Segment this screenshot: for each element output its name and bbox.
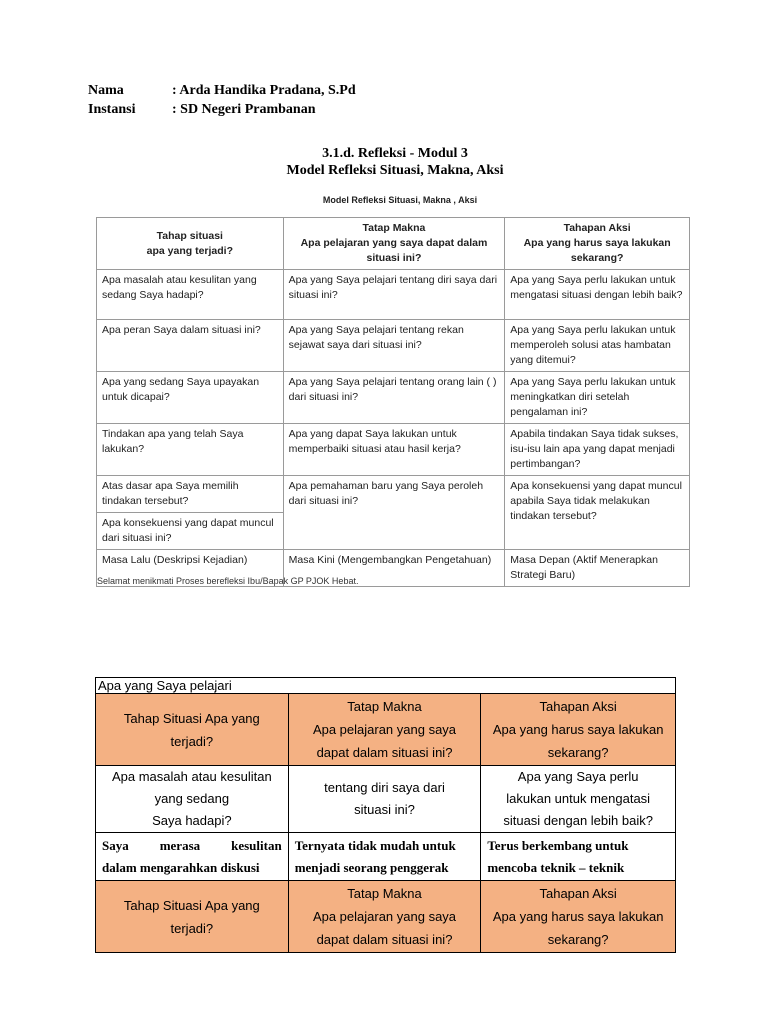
- header2-cell-makna: Tatap Makna Apa pelajaran yang saya dapat dalam situasi ini?: [288, 881, 481, 953]
- reference-header-aksi: Tahapan Aksi Apa yang harus saya lakukan sekarang?: [505, 218, 690, 270]
- table-row: [97, 476, 690, 513]
- table-cell: Apa yang sedang Saya upayakan untuk dicapai?: [97, 372, 284, 424]
- institution-label: Instansi: [88, 102, 136, 117]
- reference-header-situasi: Tahap situasi apa yang terjadi?: [97, 218, 284, 270]
- table-cell: Apa pemahaman baru yang Saya peroleh dari situasi ini?: [283, 476, 505, 550]
- reflection-answer-row: [96, 833, 676, 881]
- reflection-top-line: Apa yang Saya pelajari: [96, 678, 676, 694]
- reference-image-caption: Model Refleksi Situasi, Makna , Aksi: [322, 195, 478, 205]
- question-cell-aksi: Apa yang Saya perlu lakukan untuk mengatasi situasi dengan lebih baik?: [481, 766, 676, 833]
- table-row: [97, 372, 690, 424]
- table-cell: Apa yang Saya perlu lakukan untuk meningkatkan diri setelah pengalaman ini?: [505, 372, 690, 424]
- table-cell: Masa Lalu (Deskripsi Kejadian): [97, 550, 284, 587]
- table-cell: Apa yang dapat Saya lakukan untuk memperbaiki situasi atau hasil kerja?: [283, 424, 505, 476]
- table-cell: Apa yang Saya perlu lakukan untuk mengatasi situasi dengan lebih baik?: [505, 270, 690, 320]
- header-cell-aksi: Tahapan Aksi Apa yang harus saya lakukan sekarang?: [481, 694, 676, 766]
- table-row: [97, 424, 690, 476]
- reflection-question-row: [96, 766, 676, 833]
- institution-value: : SD Negeri Prambanan: [172, 102, 316, 117]
- header-cell-makna: Tatap Makna Apa pelajaran yang saya dapat dalam situasi ini?: [288, 694, 481, 766]
- reference-header-makna: Tatap Makna Apa pelajaran yang saya dapat dalam situasi ini?: [283, 218, 505, 270]
- header2-cell-aksi: Tahapan Aksi Apa yang harus saya lakukan sekarang?: [481, 881, 676, 953]
- table-cell: Apa yang Saya perlu lakukan untuk memperoleh solusi atas hambatan yang ditemui?: [505, 320, 690, 372]
- question-cell-makna: tentang diri saya dari situasi ini?: [288, 766, 481, 833]
- table-cell: Apa yang Saya pelajari tentang rekan sejawat saya dari situasi ini?: [283, 320, 505, 372]
- reflection-table: [95, 677, 676, 953]
- table-cell: Apabila tindakan Saya tidak sukses, isu-isu lain apa yang dapat menjadi pertimbangan?: [505, 424, 690, 476]
- reference-table-footer: Selamat menikmati Proses berefleksi Ibu/Bapak GP PJOK Hebat.: [97, 576, 359, 586]
- table-row: [97, 320, 690, 372]
- table-cell: Apa masalah atau kesulitan yang sedang Saya hadapi?: [97, 270, 284, 320]
- table-cell: Atas dasar apa Saya memilih tindakan tersebut?: [97, 476, 284, 513]
- answer-cell-aksi: Terus berkembang untuk mencoba teknik – teknik: [481, 833, 676, 881]
- name-label: Nama: [88, 83, 124, 98]
- answer-cell-situasi: Saya merasa kesulitan dalam mengarahkan diskusi: [96, 833, 289, 881]
- document-subtitle: Model Refleksi Situasi, Makna, Aksi: [286, 163, 504, 178]
- question-cell-situasi: Apa masalah atau kesulitan yang sedang Saya hadapi?: [96, 766, 289, 833]
- reference-table: [96, 217, 690, 587]
- reflection-header-row-2: [96, 881, 676, 953]
- table-cell: Apa yang Saya pelajari tentang orang lain ( ) dari situasi ini?: [283, 372, 505, 424]
- header-cell-situasi: Tahap Situasi Apa yang terjadi?: [96, 694, 289, 766]
- table-cell: Masa Depan (Aktif Menerapkan Strategi Baru): [505, 550, 690, 587]
- reflection-top-line-row: [96, 678, 676, 694]
- name-line: [88, 83, 356, 99]
- table-row: [97, 270, 690, 320]
- table-cell: Apa peran Saya dalam situasi ini?: [97, 320, 284, 372]
- document-title: 3.1.d. Refleksi - Modul 3: [322, 146, 468, 161]
- table-cell: Apa yang Saya pelajari tentang diri saya dari situasi ini?: [283, 270, 505, 320]
- table-cell: Masa Kini (Mengembangkan Pengetahuan): [283, 550, 505, 587]
- header2-cell-situasi: Tahap Situasi Apa yang terjadi?: [96, 881, 289, 953]
- answer-cell-makna: Ternyata tidak mudah untuk menjadi seorang penggerak: [288, 833, 481, 881]
- reflection-header-row: [96, 694, 676, 766]
- reference-header-row: [97, 218, 690, 270]
- table-cell: Tindakan apa yang telah Saya lakukan?: [97, 424, 284, 476]
- name-value: : Arda Handika Pradana, S.Pd: [172, 83, 356, 98]
- table-cell: Apa konsekuensi yang dapat muncul dari situasi ini?: [97, 513, 284, 550]
- table-cell: Apa konsekuensi yang dapat muncul apabila Saya tidak melakukan tindakan tersebut?: [505, 476, 690, 550]
- institution-line: [88, 102, 316, 118]
